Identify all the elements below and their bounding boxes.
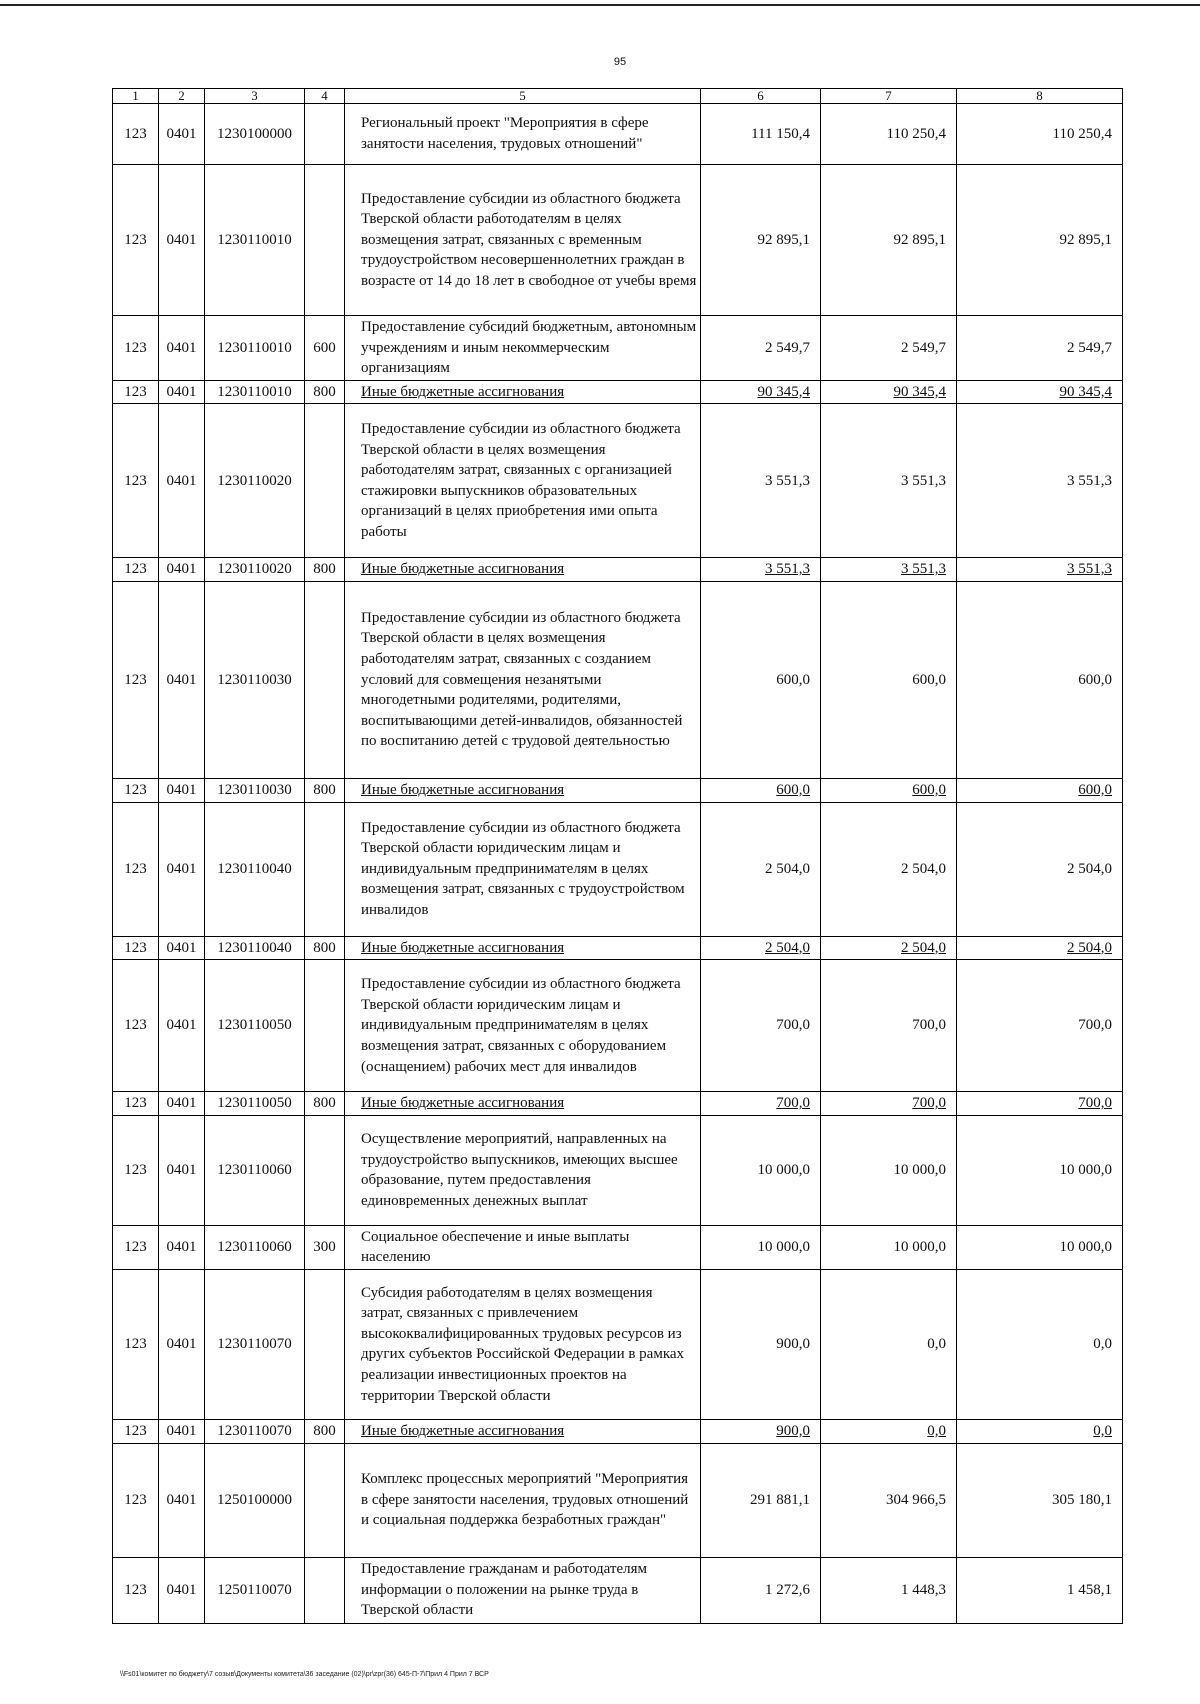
table-row xyxy=(113,316,1123,381)
section-code: 0401 xyxy=(159,1115,205,1225)
expense-type-code: 600 xyxy=(305,316,345,381)
admin-code: 123 xyxy=(113,802,159,936)
item-description: Предоставление субсидии из областного бюджета Тверской области юридическим лицам и индивидуальным предпринимателям в целях возмещения затрат, связанных с трудоустройством инвалидов xyxy=(345,802,701,936)
admin-code: 123 xyxy=(113,404,159,558)
table-row xyxy=(113,165,1123,316)
page-number: 95 xyxy=(613,56,627,68)
expense-type-code xyxy=(305,1115,345,1225)
amount-col8: 10 000,0 xyxy=(957,1225,1123,1269)
table-row xyxy=(113,960,1123,1092)
amount-col8: 1 458,1 xyxy=(957,1557,1123,1623)
target-article-code: 1230110010 xyxy=(205,316,305,381)
amount-col7: 700,0 xyxy=(821,960,957,1092)
item-description: Иные бюджетные ассигнования xyxy=(345,778,701,802)
table-row xyxy=(113,1269,1123,1419)
header-cell: 2 xyxy=(159,89,205,104)
amount-col7: 10 000,0 xyxy=(821,1225,957,1269)
table-row xyxy=(113,1557,1123,1623)
target-article-code: 1250110070 xyxy=(205,1557,305,1623)
expense-type-code xyxy=(305,165,345,316)
amount-col8: 90 345,4 xyxy=(957,380,1123,404)
admin-code: 123 xyxy=(113,1419,159,1443)
header-cell: 4 xyxy=(305,89,345,104)
item-description: Иные бюджетные ассигнования xyxy=(345,558,701,582)
amount-col7: 700,0 xyxy=(821,1092,957,1116)
section-code: 0401 xyxy=(159,1443,205,1557)
amount-col8: 305 180,1 xyxy=(957,1443,1123,1557)
admin-code: 123 xyxy=(113,1557,159,1623)
amount-col6: 2 504,0 xyxy=(701,936,821,960)
target-article-code: 1230110010 xyxy=(205,165,305,316)
amount-col8: 600,0 xyxy=(957,581,1123,778)
section-code: 0401 xyxy=(159,380,205,404)
amount-col7: 10 000,0 xyxy=(821,1115,957,1225)
expense-type-code: 800 xyxy=(305,1092,345,1116)
item-description: Социальное обеспечение и иные выплаты населению xyxy=(345,1225,701,1269)
admin-code: 123 xyxy=(113,165,159,316)
amount-col7: 2 504,0 xyxy=(821,802,957,936)
target-article-code: 1230110040 xyxy=(205,802,305,936)
item-description: Предоставление гражданам и работодателям информации о положении на рынке труда в Тверской области xyxy=(345,1557,701,1623)
expense-type-code: 800 xyxy=(305,558,345,582)
admin-code: 123 xyxy=(113,316,159,381)
amount-col6: 700,0 xyxy=(701,1092,821,1116)
amount-col6: 2 549,7 xyxy=(701,316,821,381)
item-description: Предоставление субсидии из областного бюджета Тверской области юридическим лицам и индивидуальным предпринимателям в целях возмещения затрат, связанных с оборудованием (оснащением) рабочих мест для инвалидов xyxy=(345,960,701,1092)
amount-col7: 92 895,1 xyxy=(821,165,957,316)
admin-code: 123 xyxy=(113,581,159,778)
admin-code: 123 xyxy=(113,558,159,582)
amount-col6: 111 150,4 xyxy=(701,104,821,165)
section-code: 0401 xyxy=(159,316,205,381)
amount-col7: 1 448,3 xyxy=(821,1557,957,1623)
amount-col8: 3 551,3 xyxy=(957,404,1123,558)
amount-col7: 90 345,4 xyxy=(821,380,957,404)
table-row xyxy=(113,558,1123,582)
admin-code: 123 xyxy=(113,1269,159,1419)
table-row xyxy=(113,1225,1123,1269)
amount-col6: 600,0 xyxy=(701,581,821,778)
amount-col8: 2 549,7 xyxy=(957,316,1123,381)
target-article-code: 1230110070 xyxy=(205,1269,305,1419)
amount-col7: 2 549,7 xyxy=(821,316,957,381)
amount-col7: 0,0 xyxy=(821,1419,957,1443)
item-description: Региональный проект "Мероприятия в сфере занятости населения, трудовых отношений" xyxy=(345,104,701,165)
amount-col6: 3 551,3 xyxy=(701,558,821,582)
section-code: 0401 xyxy=(159,581,205,778)
item-description: Комплекс процессных мероприятий "Мероприятия в сфере занятости населения, трудовых отношений и социальная поддержка безработных граждан" xyxy=(345,1443,701,1557)
target-article-code: 1230110030 xyxy=(205,778,305,802)
table-row xyxy=(113,380,1123,404)
header-cell: 8 xyxy=(957,89,1123,104)
section-code: 0401 xyxy=(159,802,205,936)
target-article-code: 1230110050 xyxy=(205,1092,305,1116)
item-description: Иные бюджетные ассигнования xyxy=(345,1419,701,1443)
target-article-code: 1230110040 xyxy=(205,936,305,960)
target-article-code: 1250100000 xyxy=(205,1443,305,1557)
target-article-code: 1230110060 xyxy=(205,1115,305,1225)
amount-col7: 600,0 xyxy=(821,778,957,802)
amount-col7: 304 966,5 xyxy=(821,1443,957,1557)
amount-col6: 90 345,4 xyxy=(701,380,821,404)
amount-col7: 3 551,3 xyxy=(821,404,957,558)
table-row xyxy=(113,581,1123,778)
admin-code: 123 xyxy=(113,1443,159,1557)
target-article-code: 1230110060 xyxy=(205,1225,305,1269)
header-cell: 7 xyxy=(821,89,957,104)
expense-type-code: 800 xyxy=(305,1419,345,1443)
expense-type-code: 800 xyxy=(305,380,345,404)
table-row xyxy=(113,1092,1123,1116)
header-cell: 6 xyxy=(701,89,821,104)
amount-col6: 700,0 xyxy=(701,960,821,1092)
amount-col7: 2 504,0 xyxy=(821,936,957,960)
admin-code: 123 xyxy=(113,1092,159,1116)
target-article-code: 1230110070 xyxy=(205,1419,305,1443)
target-article-code: 1230100000 xyxy=(205,104,305,165)
expense-type-code xyxy=(305,1443,345,1557)
target-article-code: 1230110030 xyxy=(205,581,305,778)
item-description: Субсидия работодателям в целях возмещения затрат, связанных с привлечением высококвалифицированных трудовых ресурсов из других субъектов Российской Федерации в рамках реализации инвестиционных проектов на территории Тверской области xyxy=(345,1269,701,1419)
header-cell: 1 xyxy=(113,89,159,104)
header-cell: 5 xyxy=(345,89,701,104)
section-code: 0401 xyxy=(159,936,205,960)
admin-code: 123 xyxy=(113,380,159,404)
section-code: 0401 xyxy=(159,1269,205,1419)
table-row xyxy=(113,778,1123,802)
expense-type-code xyxy=(305,802,345,936)
target-article-code: 1230110050 xyxy=(205,960,305,1092)
item-description: Иные бюджетные ассигнования xyxy=(345,1092,701,1116)
table-header-row xyxy=(113,89,1123,104)
budget-table xyxy=(112,88,1123,1624)
amount-col8: 92 895,1 xyxy=(957,165,1123,316)
file-path-footer: \\Fs01\комитет по бюджету\7 созыв\Документы комитета\36 заседание (02)\pr\zpr(36) 645-П-7\Прил 4 Прил 7 ВСР xyxy=(120,1671,489,1678)
amount-col8: 600,0 xyxy=(957,778,1123,802)
item-description: Иные бюджетные ассигнования xyxy=(345,380,701,404)
amount-col7: 3 551,3 xyxy=(821,558,957,582)
admin-code: 123 xyxy=(113,104,159,165)
expense-type-code xyxy=(305,960,345,1092)
section-code: 0401 xyxy=(159,558,205,582)
expense-type-code xyxy=(305,404,345,558)
expense-type-code: 300 xyxy=(305,1225,345,1269)
admin-code: 123 xyxy=(113,960,159,1092)
target-article-code: 1230110020 xyxy=(205,404,305,558)
item-description: Предоставление субсидии из областного бюджета Тверской области в целях возмещения работодателям затрат, связанных с организацией стажировки выпускников образовательных организаций в целях приобретения ими опыта работы xyxy=(345,404,701,558)
table-row xyxy=(113,1115,1123,1225)
amount-col6: 10 000,0 xyxy=(701,1225,821,1269)
table-row xyxy=(113,104,1123,165)
item-description: Осуществление мероприятий, направленных на трудоустройство выпускников, имеющих высшее образование, путем предоставления единовременных денежных выплат xyxy=(345,1115,701,1225)
section-code: 0401 xyxy=(159,1092,205,1116)
table-row xyxy=(113,802,1123,936)
target-article-code: 1230110020 xyxy=(205,558,305,582)
header-cell: 3 xyxy=(205,89,305,104)
table-row xyxy=(113,1443,1123,1557)
amount-col6: 1 272,6 xyxy=(701,1557,821,1623)
admin-code: 123 xyxy=(113,1115,159,1225)
item-description: Предоставление субсидии из областного бюджета Тверской области в целях возмещения работодателям затрат, связанных с созданием условий для совмещения незанятыми многодетными родителями, родителями, воспитывающими детей-инвалидов, обязанностей по воспитанию детей с трудовой деятельностью xyxy=(345,581,701,778)
amount-col7: 0,0 xyxy=(821,1269,957,1419)
section-code: 0401 xyxy=(159,960,205,1092)
amount-col6: 900,0 xyxy=(701,1269,821,1419)
top-border-line xyxy=(0,4,1200,6)
admin-code: 123 xyxy=(113,936,159,960)
amount-col6: 10 000,0 xyxy=(701,1115,821,1225)
amount-col8: 700,0 xyxy=(957,960,1123,1092)
amount-col8: 700,0 xyxy=(957,1092,1123,1116)
expense-type-code xyxy=(305,1557,345,1623)
section-code: 0401 xyxy=(159,1225,205,1269)
item-description: Предоставление субсидий бюджетным, автономным учреждениям и иным некоммерческим организациям xyxy=(345,316,701,381)
section-code: 0401 xyxy=(159,404,205,558)
section-code: 0401 xyxy=(159,165,205,316)
expense-type-code: 800 xyxy=(305,778,345,802)
amount-col7: 110 250,4 xyxy=(821,104,957,165)
target-article-code: 1230110010 xyxy=(205,380,305,404)
table-row xyxy=(113,404,1123,558)
expense-type-code xyxy=(305,104,345,165)
amount-col6: 900,0 xyxy=(701,1419,821,1443)
item-description: Иные бюджетные ассигнования xyxy=(345,936,701,960)
amount-col7: 600,0 xyxy=(821,581,957,778)
item-description: Предоставление субсидии из областного бюджета Тверской области работодателям в целях возмещения затрат, связанных с временным трудоустройством несовершеннолетних граждан в возрасте от 14 до 18 лет в свободное от учебы время xyxy=(345,165,701,316)
section-code: 0401 xyxy=(159,778,205,802)
amount-col8: 2 504,0 xyxy=(957,936,1123,960)
table-row xyxy=(113,1419,1123,1443)
amount-col8: 10 000,0 xyxy=(957,1115,1123,1225)
amount-col6: 2 504,0 xyxy=(701,802,821,936)
amount-col8: 3 551,3 xyxy=(957,558,1123,582)
amount-col8: 2 504,0 xyxy=(957,802,1123,936)
admin-code: 123 xyxy=(113,778,159,802)
expense-type-code xyxy=(305,581,345,778)
amount-col8: 0,0 xyxy=(957,1269,1123,1419)
amount-col6: 291 881,1 xyxy=(701,1443,821,1557)
amount-col8: 110 250,4 xyxy=(957,104,1123,165)
amount-col6: 92 895,1 xyxy=(701,165,821,316)
amount-col6: 3 551,3 xyxy=(701,404,821,558)
expense-type-code: 800 xyxy=(305,936,345,960)
section-code: 0401 xyxy=(159,1419,205,1443)
amount-col8: 0,0 xyxy=(957,1419,1123,1443)
expense-type-code xyxy=(305,1269,345,1419)
section-code: 0401 xyxy=(159,1557,205,1623)
section-code: 0401 xyxy=(159,104,205,165)
admin-code: 123 xyxy=(113,1225,159,1269)
table-row xyxy=(113,936,1123,960)
amount-col6: 600,0 xyxy=(701,778,821,802)
